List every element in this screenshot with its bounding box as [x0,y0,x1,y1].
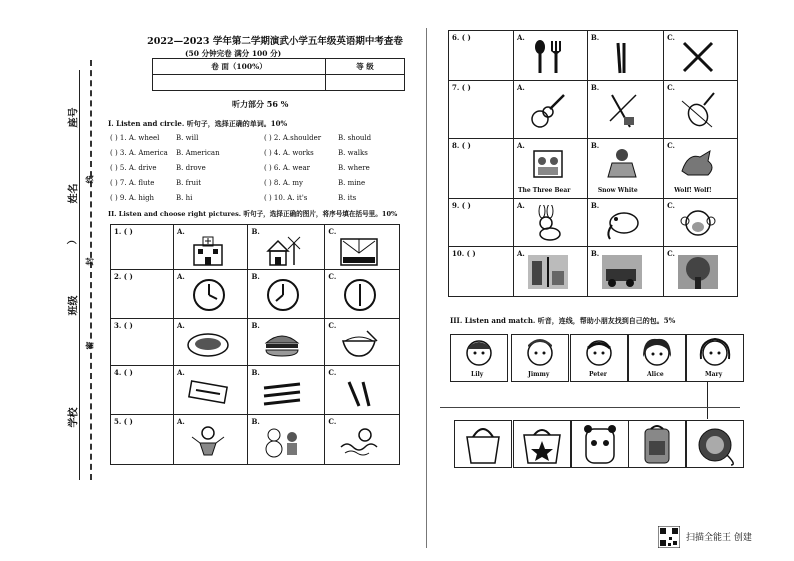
row10-num: 10. ( ) [449,247,514,297]
row10-option-c[interactable] [664,247,738,297]
bag-backpack[interactable] [628,420,686,468]
page-divider [426,28,427,548]
girl-face-icon [687,335,743,369]
farm-windmill-icon [260,233,304,267]
option-label: A. [177,417,185,426]
listening-part-label: 听力部分 56 % [232,99,289,109]
option-label: B. [251,272,260,281]
option-label: C. [328,321,337,330]
picture-grid-right [448,30,738,297]
knife-fork-cross-icon [678,39,718,75]
boy-face-icon [571,335,627,369]
row8-option-b[interactable] [587,139,663,199]
option-label: C. [667,83,675,92]
q5-item: ( ) 5. A. drive [110,164,157,172]
row10-option-a[interactable] [514,247,588,297]
option-label: B. [251,368,260,377]
q1-option-b: B. will [176,134,199,142]
row6-option-b[interactable] [587,31,663,81]
row7-option-b[interactable] [587,81,663,139]
kid-jimmy[interactable] [511,334,569,382]
dumplings-plate-icon [186,329,230,359]
row6-num: 6. ( ) [449,31,514,81]
divider-line [440,407,740,408]
kid-mary[interactable] [686,334,744,382]
row3-option-a[interactable] [174,319,248,366]
row3-num: 3. ( ) [111,319,174,366]
option-label: A. [177,368,185,377]
row9-option-b[interactable] [587,199,663,247]
seal-text-feng: 封 [84,257,95,266]
crayons-icon [337,378,381,408]
option-label: B. [590,249,600,258]
qr-code-icon [658,526,680,548]
book-caption-3: Wolf! Wolf! [674,187,712,194]
scanner-watermark: 扫描全能王 创建 [686,533,752,543]
row1-option-b[interactable] [248,225,325,270]
hospital-building-icon [186,233,230,267]
option-label: C. [667,201,675,210]
kid-name: Alice [647,371,664,378]
q9-item: ( ) 9. A. high [110,194,155,202]
girl-face-icon [451,335,507,369]
kid-lily[interactable] [450,334,508,382]
three-bears-book-icon [528,147,568,179]
option-label: C. [328,368,337,377]
row4-option-a[interactable] [174,366,248,415]
row8-option-a[interactable] [514,139,588,199]
option-label: C. [328,272,337,281]
bag-star[interactable] [513,420,571,468]
section2-heading: II. Listen and choose right pictures. 听句子，选择正确的图片，将序号填在括号里。10% [108,210,398,218]
erhu-icon [602,91,642,131]
q7-option-b: B. fruit [176,179,202,187]
option-label: B. [590,33,600,42]
monkey-icon [678,205,718,241]
row5-option-c[interactable] [325,415,400,465]
row2-option-c[interactable] [325,270,400,319]
class-label: 班级 [68,295,80,316]
option-label: A. [517,33,525,42]
bag-handbag[interactable] [454,420,512,468]
option-label: A. [177,227,185,236]
seal-text-mi: 密 [84,341,95,350]
kid-name: Peter [589,371,607,378]
row2-num: 2. ( ) [111,270,174,319]
option-label: B. [590,83,600,92]
cinema-stage-icon [337,233,381,267]
option-label: C. [667,249,675,258]
row10-option-b[interactable] [587,247,663,297]
score-grade-label: 等 级 [326,59,405,75]
option-label: B. [251,417,260,426]
option-label: B. [251,227,260,236]
row1-option-c[interactable] [325,225,400,270]
score-grade-cell[interactable] [326,75,405,91]
q4-item: ( ) 4. A. works [264,149,314,157]
bag-round[interactable] [686,420,744,468]
spoon-fork-icon [528,39,568,75]
row9-option-c[interactable] [664,199,738,247]
row3-option-b[interactable] [248,319,325,366]
q10-item: ( ) 10. A. it's [264,194,308,202]
row4-option-c[interactable] [325,366,400,415]
clock-icon [266,278,300,312]
chopsticks-icon [602,39,642,75]
rice-bowl-icon [337,329,381,359]
q3-option-b: B. American [176,149,220,157]
hamburger-icon [260,329,304,359]
q8-option-b: B. mine [338,179,366,187]
row4-option-b[interactable] [248,366,325,415]
row3-option-c[interactable] [325,319,400,366]
kid-peter[interactable] [570,334,628,382]
row9-num: 9. ( ) [449,199,514,247]
match-example-line [707,381,708,419]
q10-option-b: B. its [338,194,357,202]
swimming-icon [339,425,379,459]
girl-face-icon [629,335,685,369]
row4-num: 4. ( ) [111,366,174,415]
wolf-icon [678,147,718,179]
boy-face-icon [512,335,568,369]
option-label: C. [667,141,675,150]
score-paper-label: 卷 面（100%） [153,59,326,75]
row2-option-a[interactable] [174,270,248,319]
rabbit-icon [528,205,568,241]
book-caption-1: The Three Bear [518,187,571,194]
seal-text-xian: 线 [84,175,95,184]
option-label: A. [517,249,525,258]
q6-option-b: B. where [338,164,370,172]
snow-white-icon [602,147,642,179]
backpack-icon [629,421,685,467]
row1-option-a[interactable] [174,225,248,270]
name-label: 姓名 [68,183,80,204]
q1-item: ( ) 1. A. wheel [110,134,160,142]
panda-backpack-icon [572,421,628,467]
score-table [152,58,405,91]
option-label: B. [590,141,600,150]
row6-option-a[interactable] [514,31,588,81]
row7-option-a[interactable] [514,81,588,139]
row6-option-c[interactable] [664,31,738,81]
q5-option-b: B. drove [176,164,206,172]
seat-label: 座号 [68,107,80,128]
pencil-box-icon [186,378,230,408]
elephant-icon [602,205,642,241]
star-bag-icon [514,421,570,467]
kid-name: Jimmy [528,371,550,378]
row8-option-c[interactable] [664,139,738,199]
row2-option-b[interactable] [248,270,325,319]
score-paper-cell[interactable] [153,75,326,91]
row5-option-b[interactable] [248,415,325,465]
row7-num: 7. ( ) [449,81,514,139]
option-label: A. [177,321,185,330]
subtitle: (50 分钟完卷 满分 100 分) [185,49,282,58]
tree-scene-icon [676,253,720,291]
q2-option-b: B. should [338,134,372,142]
q2-item: ( ) 2. A.shoulder [264,134,322,142]
pencils-icon [260,378,304,408]
kid-alice[interactable] [628,334,686,382]
picture-grid-left [110,224,400,465]
kid-name: Lily [471,371,484,378]
bag-panda[interactable] [571,420,629,468]
book-caption-2: Snow White [597,187,638,194]
option-label: B. [251,321,260,330]
q3-item: ( ) 3. A. America [110,149,168,157]
page-title: 2022—2023 学年第二学期演武小学五年级英语期中考查卷 [147,36,403,47]
violin-icon [678,91,718,131]
q6-item: ( ) 6. A. wear [264,164,310,172]
round-bag-icon [687,421,743,467]
row9-option-a[interactable] [514,199,588,247]
kid-name: Mary [705,371,723,378]
guitar-icon [528,91,568,131]
clock-icon [343,278,377,312]
option-label: C. [667,33,675,42]
option-label: A. [517,201,525,210]
q9-option-b: B. hi [176,194,193,202]
street-scene-icon [526,253,570,291]
option-label: A. [517,141,525,150]
option-label: B. [590,201,600,210]
q8-item: ( ) 8. A. my [264,179,303,187]
option-label: C. [328,227,337,236]
bracket: ） [67,234,79,245]
section3-heading: III. Listen and match. 听音，连线，帮助小朋友找到自己的包。5% [450,316,676,325]
q4-option-b: B. walks [338,149,368,157]
school-label: 学校 [68,407,80,428]
row5-num: 5. ( ) [111,415,174,465]
option-label: C. [328,417,337,426]
seal-dash-line [90,60,92,480]
clock-icon [192,278,226,312]
row7-option-c[interactable] [664,81,738,139]
row1-num: 1. ( ) [111,225,174,270]
car-scene-icon [600,253,644,291]
handbag-icon [455,421,511,467]
option-label: A. [517,83,525,92]
option-label: A. [177,272,185,281]
row5-option-a[interactable] [174,415,248,465]
section1-heading: I. Listen and circle. 听句子，选择正确的单词。10% [108,119,288,128]
girl-dancing-icon [188,425,228,459]
snowman-kids-icon [262,425,302,459]
row8-num: 8. ( ) [449,139,514,199]
q7-item: ( ) 7. A. flute [110,179,155,187]
